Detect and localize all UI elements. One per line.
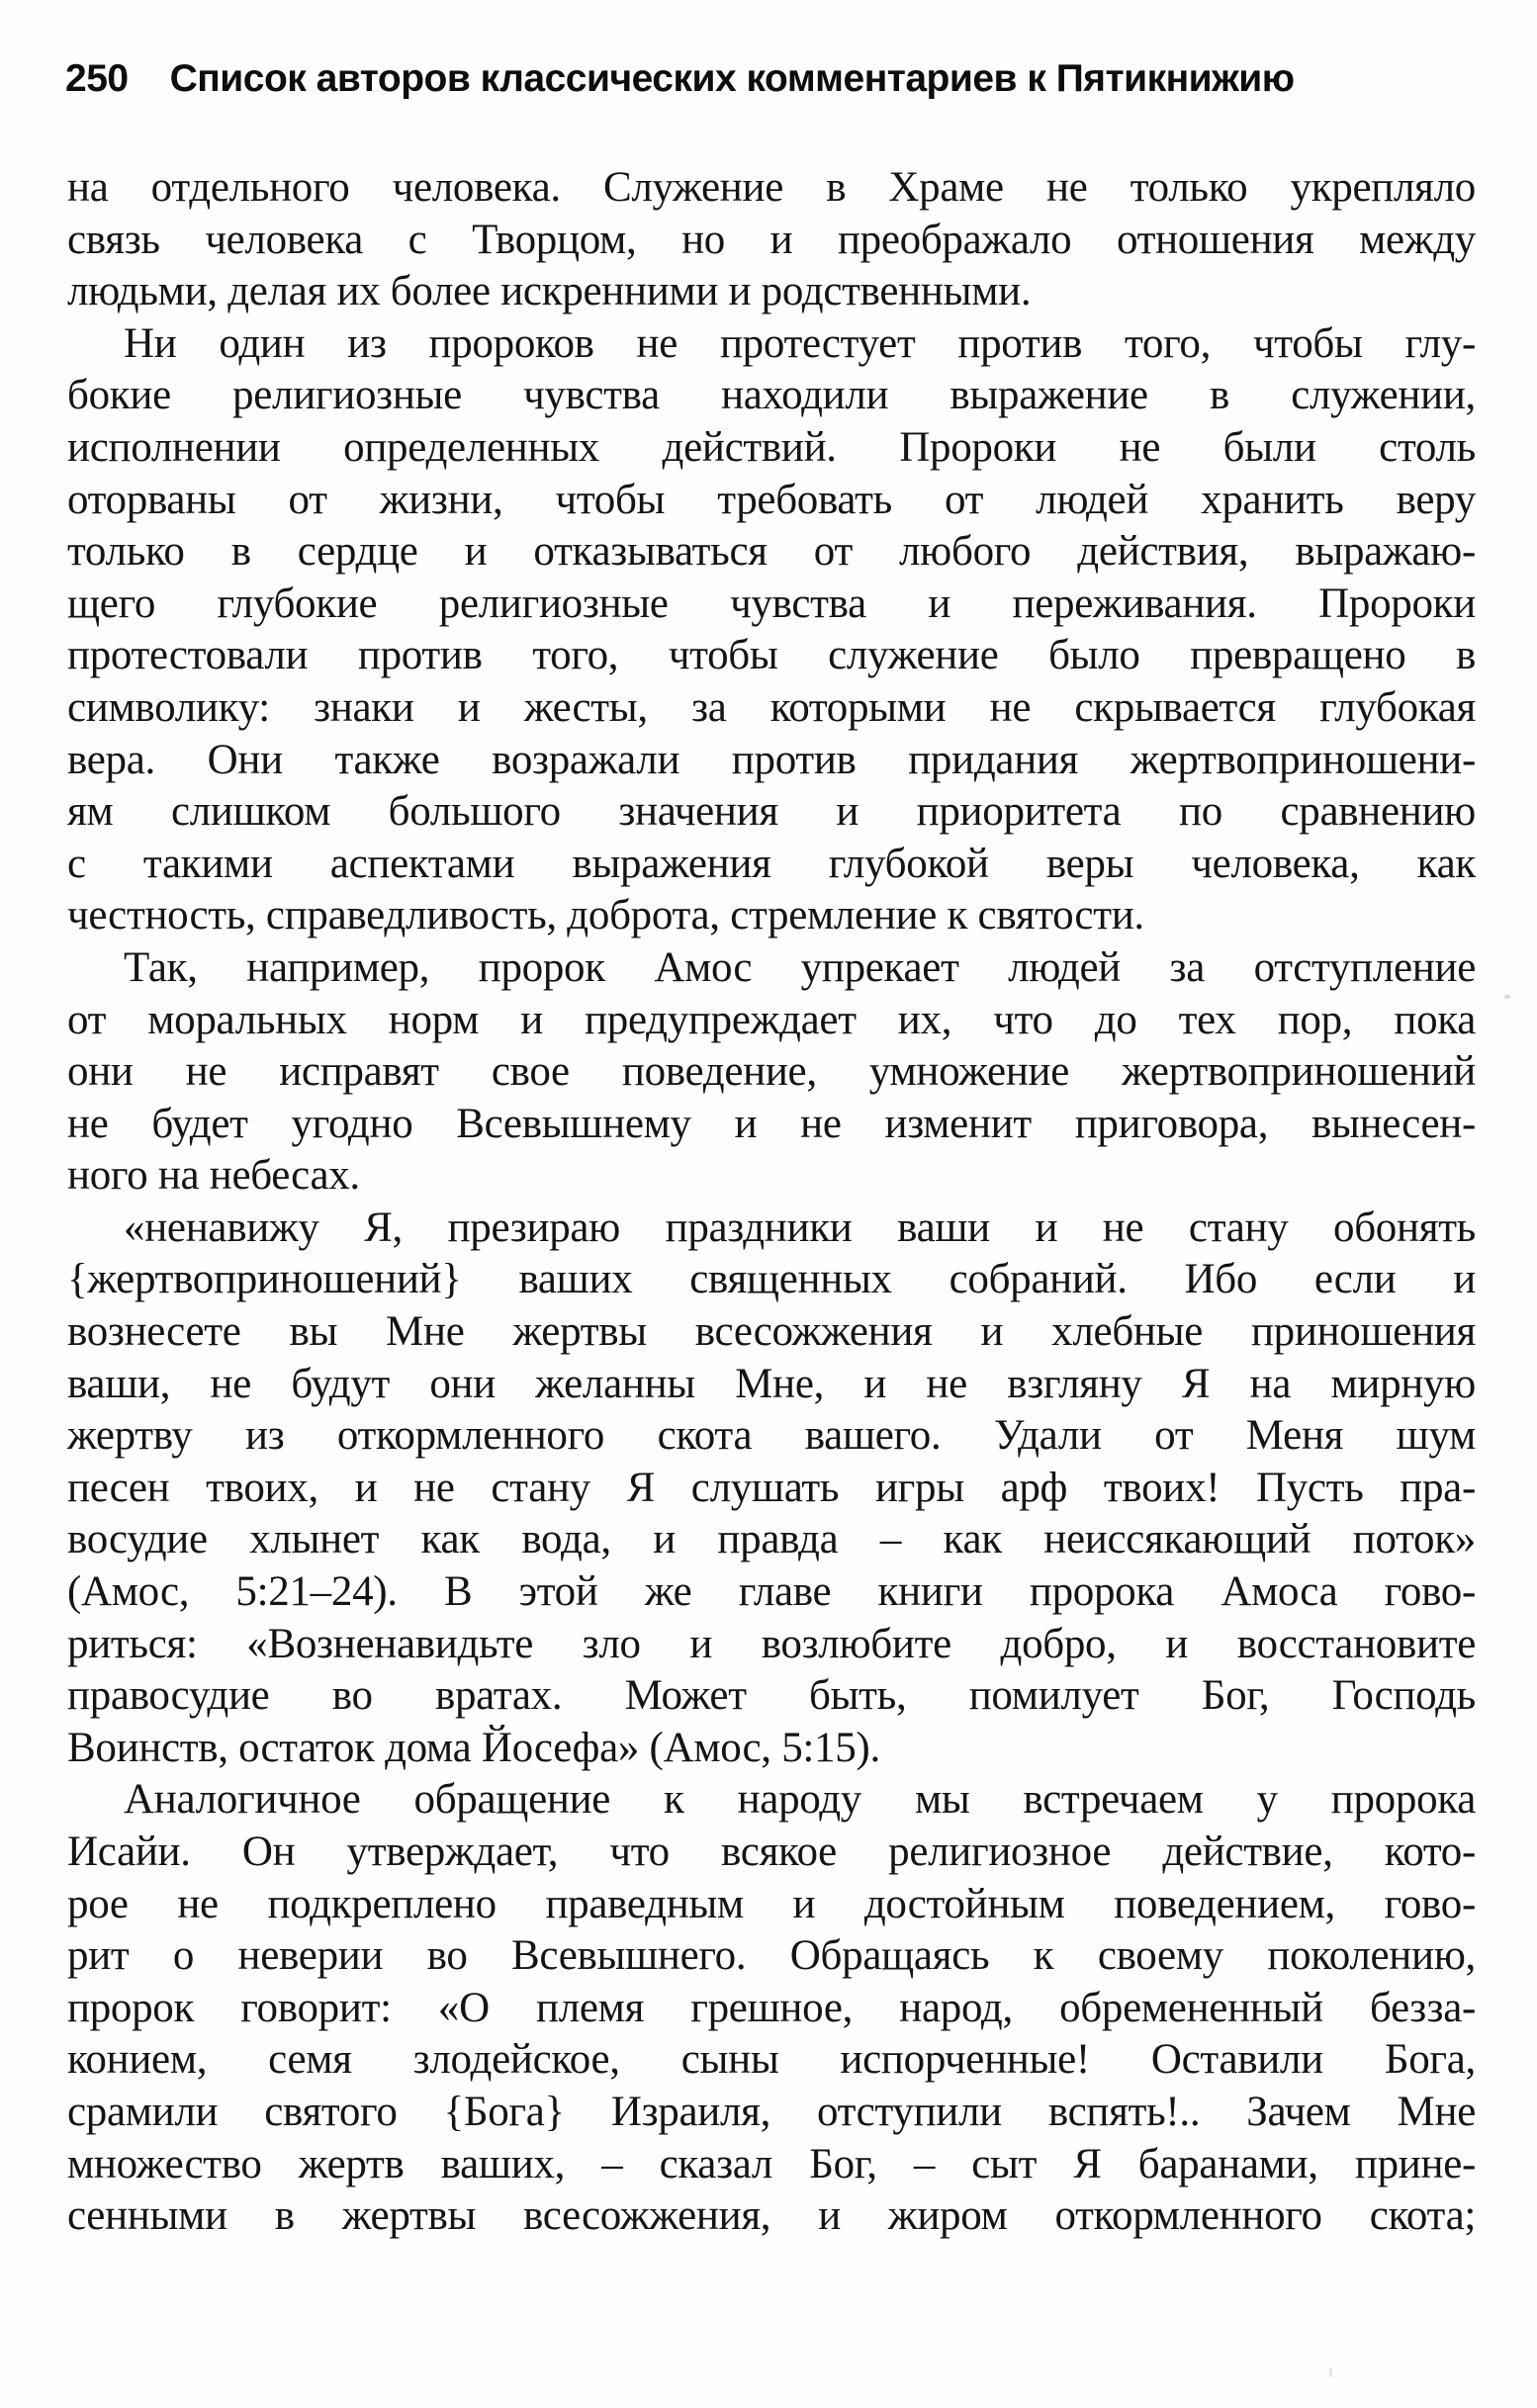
text-line: Аналогичное обращение к народу мы встречаем у пророка	[124, 1776, 1476, 1824]
text-line: они не исправят свое поведение, умножение жертвоприношений	[67, 1048, 1476, 1096]
text-line: оторваны от жизни, чтобы требовать от людей хранить веру	[67, 476, 1476, 523]
text-line: символику: знаки и жесты, за которыми не скрывается глубокая	[67, 683, 1476, 731]
text-line: «ненавижу Я, презираю праздники ваши и не стану обонять	[124, 1204, 1476, 1251]
text-line: Исайи. Он утверждает, что всякое религиозное действие, кото-	[67, 1828, 1476, 1875]
running-title: Список авторов классических комментариев к Пятикнижию	[169, 57, 1295, 100]
text-line: ям слишком большого значения и приоритета по сравнению	[67, 788, 1476, 836]
text-line: ваши, не будут они желанны Мне, и не взгляну Я на мирную	[67, 1360, 1476, 1407]
text-line: риться: «Возненавидьте зло и возлюбите добро, и восстановите	[67, 1620, 1476, 1667]
text-line: щего глубокие религиозные чувства и переживания. Пророки	[67, 580, 1476, 627]
text-line: конием, семя злодейское, сыны испорченные! Оставили Бога,	[67, 2036, 1476, 2084]
body-text	[67, 162, 1476, 2243]
text-line: рит о неверии во Всевышнего. Обращаясь к своему поколению,	[67, 1932, 1476, 1980]
text-line: срамили святого {Бога} Израиля, отступили вспять!.. Зачем Мне	[67, 2088, 1476, 2135]
text-line: только в сердце и отказываться от любого действия, выражаю-	[67, 528, 1476, 576]
text-line: Ни один из пророков не протестует против того, чтобы глу-	[124, 319, 1476, 367]
text-line: от моральных норм и предупреждает их, что до тех пор, пока	[67, 996, 1476, 1043]
text-line: связь человека с Творцом, но и преображало отношения между	[67, 216, 1476, 263]
text-line: Воинств, остаток дома Йосефа» (Амос, 5:15).	[67, 1724, 880, 1771]
text-line: бокие религиозные чувства находили выражение в служении,	[67, 372, 1476, 419]
text-line: людьми, делая их более искренними и родственными.	[67, 268, 1032, 315]
text-line: восудие хлынет как вода, и правда – как неиссякающий поток»	[67, 1516, 1476, 1563]
text-line: не будет угодно Всевышнему и не изменит приговора, вынесен-	[67, 1100, 1476, 1147]
scan-speck	[1329, 2367, 1332, 2377]
text-line: вознесете вы Мне жертвы всесожжения и хлебные приношения	[67, 1308, 1476, 1356]
text-line: пророк говорит: «О племя грешное, народ, обремененный безза-	[67, 1984, 1476, 2031]
text-line: исполнении определенных действий. Пророки не были столь	[67, 423, 1476, 471]
scan-speck	[557, 289, 561, 292]
text-line: множество жертв ваших, – сказал Бог, – сыт Я баранами, прине-	[67, 2140, 1476, 2187]
text-line: правосудие во вратах. Может быть, помилует Бог, Господь	[67, 1672, 1476, 1720]
text-line: с такими аспектами выражения глубокой веры человека, как	[67, 840, 1476, 887]
scan-speck	[1504, 995, 1510, 999]
text-line: протестовали против того, чтобы служение было превращено в	[67, 632, 1476, 679]
text-line: на отдельного человека. Служение в Храме не только укрепляло	[67, 164, 1476, 211]
text-line: рое не подкреплено праведным и достойным поведением, гово-	[67, 1880, 1476, 1927]
text-line: {жертвоприношений} ваших священных собраний. Ибо если и	[67, 1256, 1476, 1303]
page-header	[65, 57, 1474, 101]
text-line: ного на небесах.	[67, 1152, 360, 1200]
text-line: честность, справедливость, доброта, стремление к святости.	[67, 892, 1144, 939]
text-line: жертву из откормленного скота вашего. Удали от Меня шум	[67, 1412, 1476, 1460]
text-line: сенными в жертвы всесожжения, и жиром откормленного скота;	[67, 2192, 1476, 2240]
text-line: песен твоих, и не стану Я слушать игры арф твоих! Пусть пра-	[67, 1464, 1476, 1511]
text-line: вера. Они также возражали против придания жертвоприношени-	[67, 736, 1476, 783]
page-number: 250	[65, 57, 129, 100]
text-line: Так, например, пророк Амос упрекает людей за отступление	[124, 943, 1476, 991]
text-line: (Амос, 5:21–24). В этой же главе книги пророка Амоса гово-	[67, 1568, 1476, 1616]
